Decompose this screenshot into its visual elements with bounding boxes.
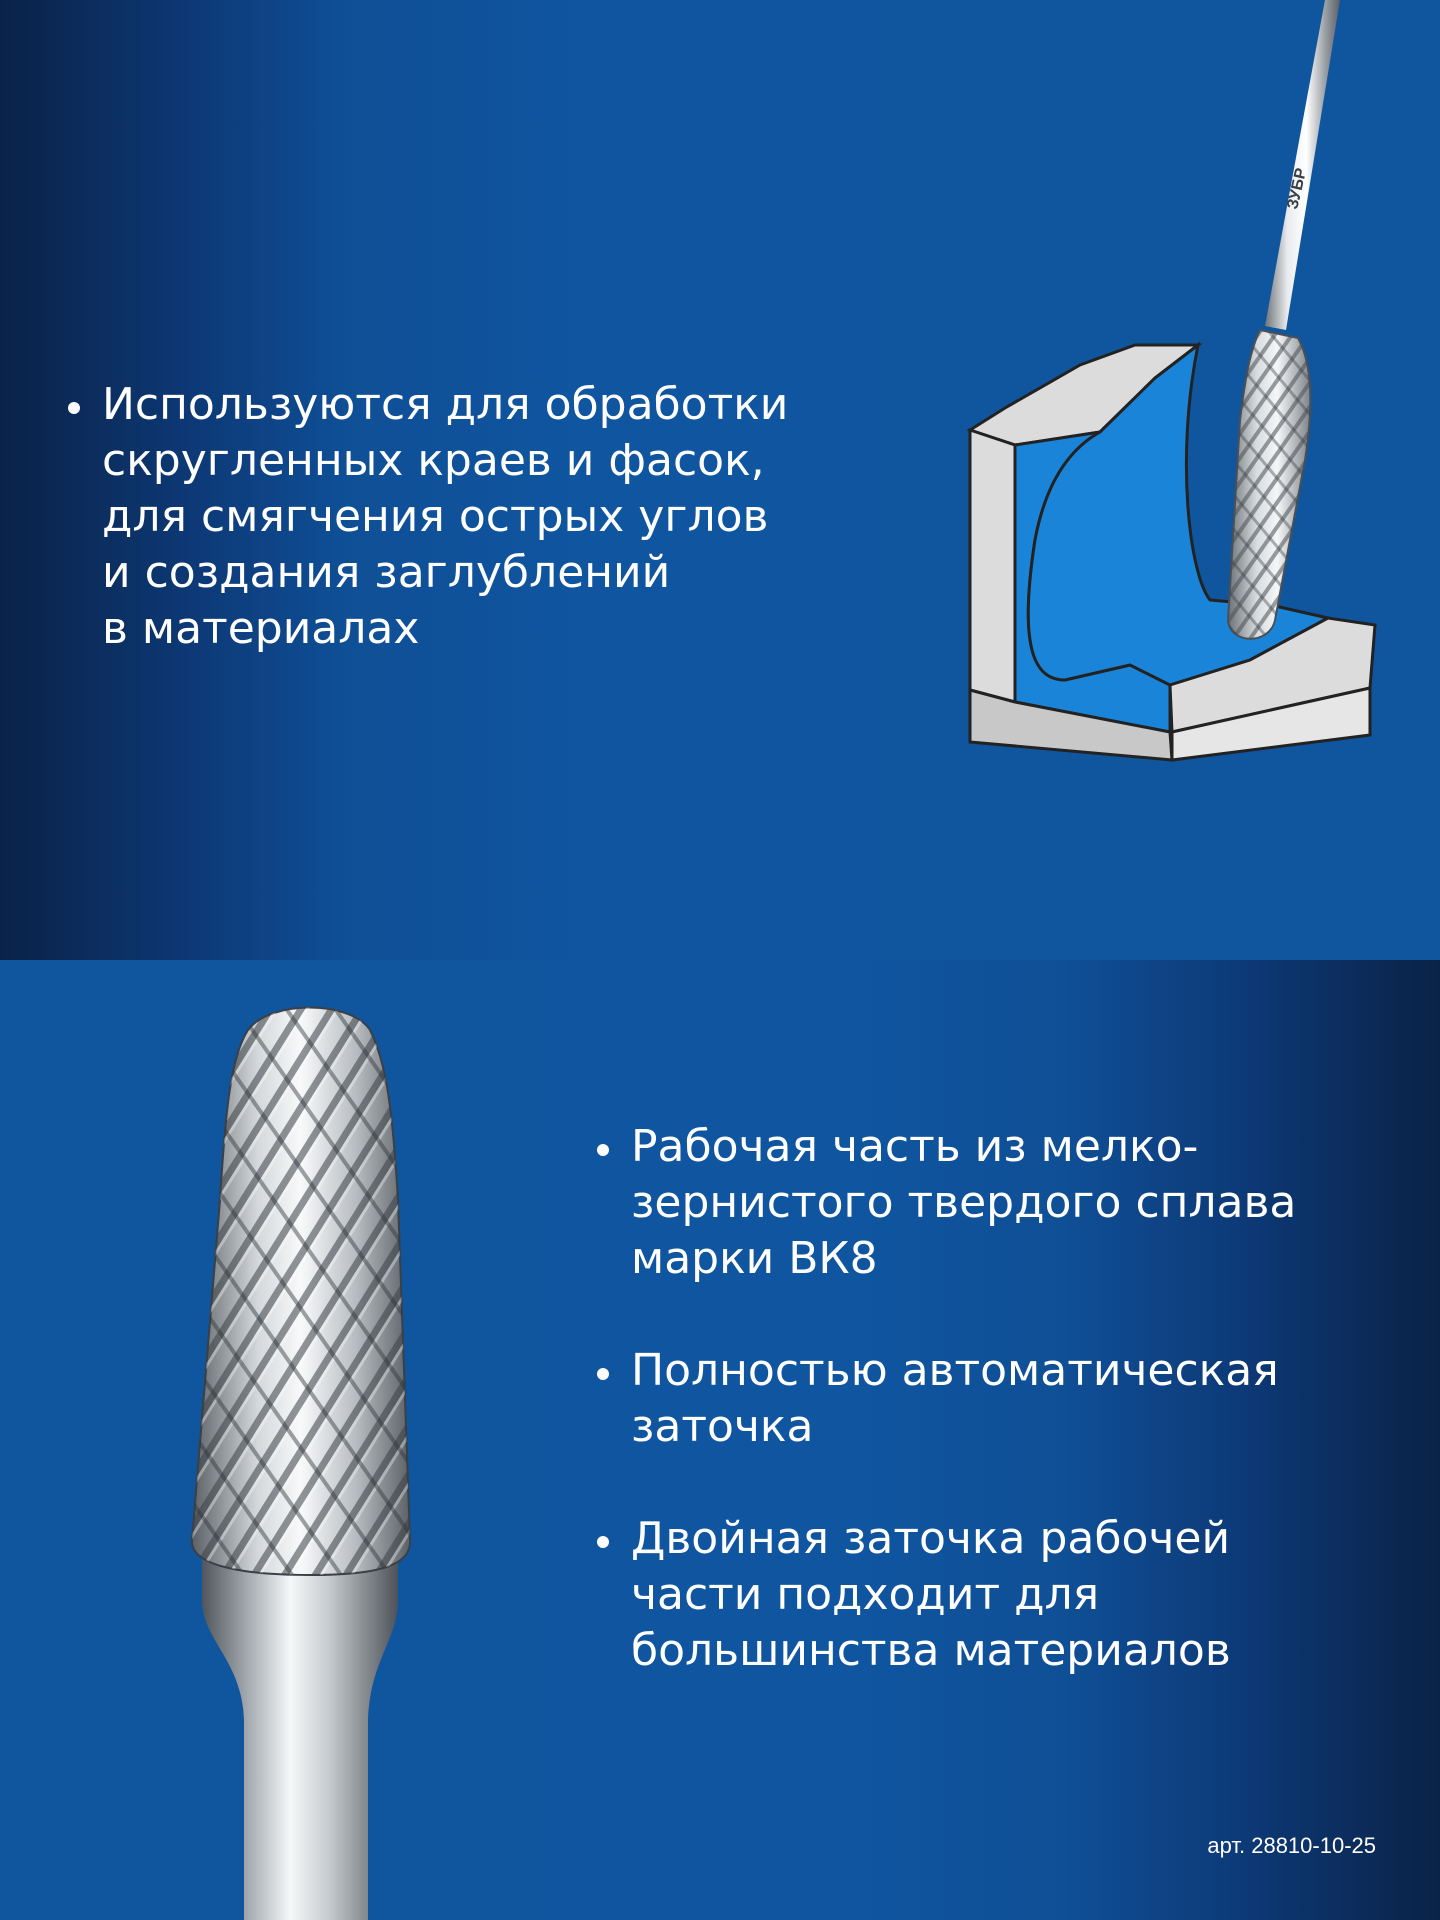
bottom-panel: [0, 960, 1440, 1920]
feature-usage: Используются для обработки скругленных краев и фасок, для смягчения острых углов и создания заглублений в материалах: [64, 377, 864, 657]
burr-head: [1228, 330, 1310, 639]
workpiece-shape: [970, 345, 1375, 760]
svg-text:ЗУБР: ЗУБР: [1284, 166, 1311, 211]
top-feature-list: [64, 377, 864, 657]
feature-double-cut: Двойная заточка рабочей части подходит для большинства материалов: [593, 1511, 1393, 1679]
burr-closeup-icon: [180, 1000, 460, 1920]
feature-sharpening: Полностью автоматическая заточка: [593, 1343, 1393, 1455]
burr-shank: [1265, 0, 1340, 330]
bottom-feature-list: [593, 1119, 1393, 1679]
feature-material: Рабочая часть из мелко- зернистого твердого сплава марки ВК8: [593, 1119, 1393, 1287]
article-number: арт. 28810-10-25: [1207, 1833, 1376, 1858]
burr-in-workpiece-icon: [960, 0, 1380, 770]
